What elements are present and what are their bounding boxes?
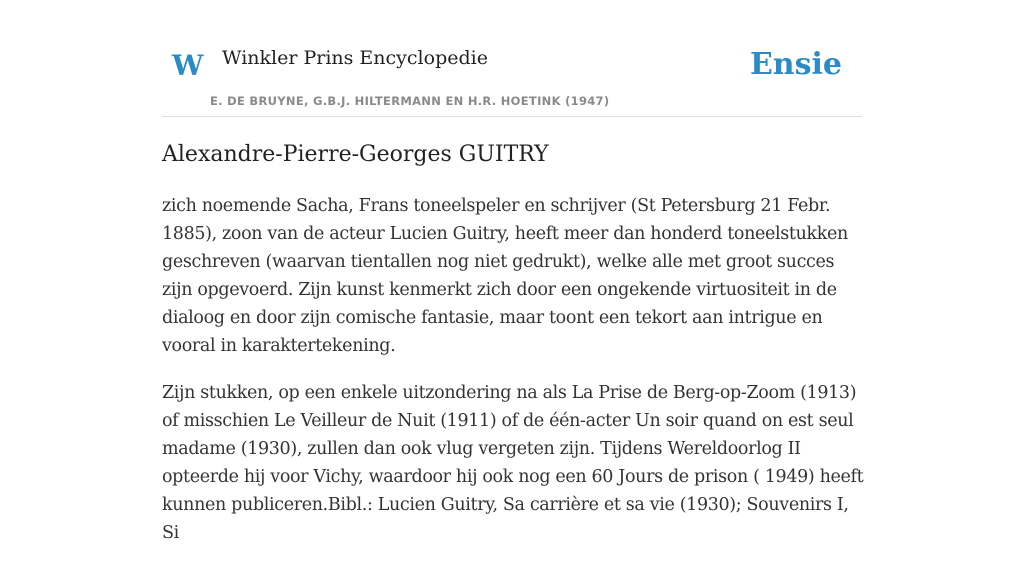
encyclopedia-authors: E. DE BRUYNE, G.B.J. HILTERMANN EN H.R. HOETINK (1947): [210, 94, 610, 108]
article-title: Alexandre-Pierre-Georges GUITRY: [162, 142, 549, 167]
site-header: [162, 0, 862, 117]
article-paragraph: zich noemende Sacha, Frans toneelspeler en schrijver (St Petersburg 21 Febr. 1885), zoon van de acteur Lucien Guitry, heeft meer dan honderd toneelstukken geschreven (waarvan tientallen nog niet gedrukt), welke alle met groot succes zijn opgevoerd. Zijn kunst kenmerkt zich door een ongekende virtuositeit in de dialoog en door zijn comische fantasie, maar toont een tekort aan intrigue en vooral in karaktertekening.: [162, 196, 848, 356]
encyclopedia-logo[interactable]: W: [172, 49, 204, 82]
article-body: [162, 192, 867, 566]
ensie-brand-link[interactable]: Ensie: [749, 47, 842, 82]
encyclopedia-title[interactable]: Winkler Prins Encyclopedie: [222, 47, 488, 69]
article-paragraph: Zijn stukken, op een enkele uitzondering na als La Prise de Berg-op-Zoom (1913) of misschien Le Veilleur de Nuit (1911) of de één-acter Un soir quand on est seul madame (1930), zullen dan ook vlug vergeten zijn. Tijdens Wereldoorlog II opteerde hij voor Vichy, waardoor hij ook nog een 60 Jours de prison ( 1949) heeft kunnen publiceren.Bibl.: Lucien Guitry, Sa carrière et sa vie (1930); Souvenirs I, Si: [162, 383, 864, 543]
